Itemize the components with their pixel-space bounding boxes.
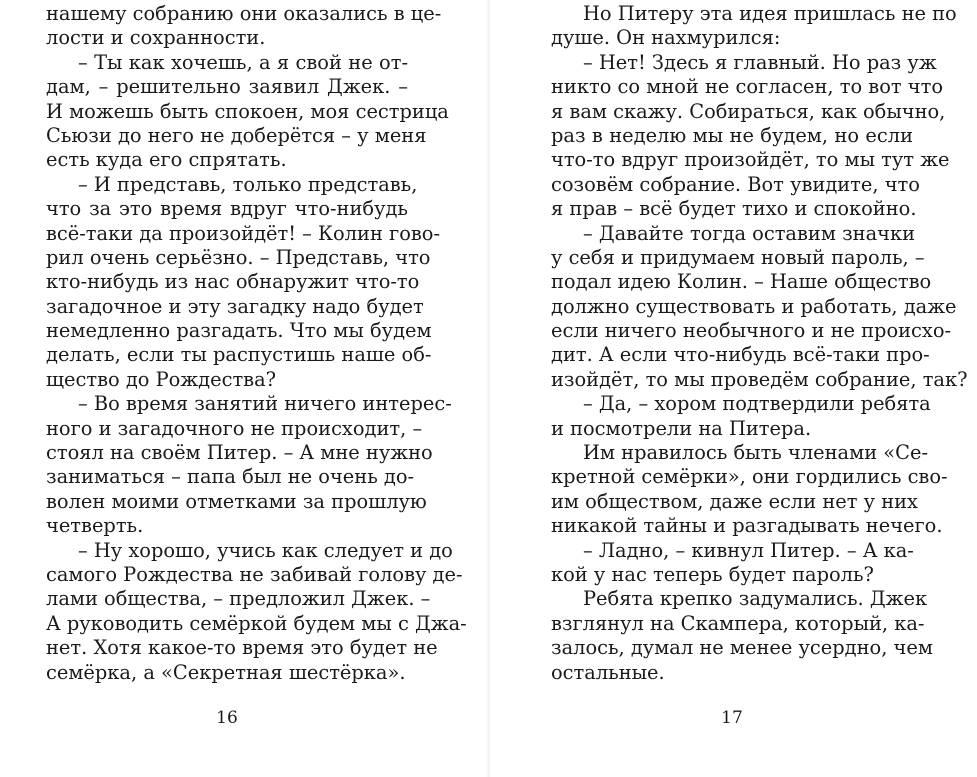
text-line: – Ладно, – кивнул Питер. – А ка- (583, 538, 914, 562)
text-line: залось, думал не менее усердно, чем (551, 636, 933, 660)
page-gutter (486, 0, 491, 777)
text-line: подал идею Колин. – Наше общество (551, 270, 932, 294)
text-line: – Во время занятий ничего интерес- (78, 392, 452, 416)
text-line: щество до Рождества? (46, 367, 277, 391)
text-line: А руководить семёркой будем мы с Джа- (46, 611, 467, 635)
text-line: – И представь, только представь, (78, 172, 418, 196)
text-line: загадочное и эту загадку надо будет (46, 294, 424, 318)
left-page-text (46, 0, 467, 685)
text-line: стоял на своём Питер. – А мне нужно (46, 441, 433, 465)
text-line: нет. Хотя какое-то время это будет не (46, 636, 438, 660)
text-line: раз в неделю мы не будем, но если (551, 123, 913, 147)
text-line: самого Рождества не забивай голову де- (46, 562, 463, 586)
text-line: я вам скажу. Собираться, как обычно, (551, 99, 946, 123)
right-page-text (551, 0, 968, 685)
text-line: – Да, – хором подтвердили ребята (583, 392, 931, 416)
text-line: – Давайте тогда оставим значки (583, 221, 916, 245)
text-line: кой у нас теперь будет пароль? (551, 562, 874, 586)
text-line: заниматься – папа был не очень до- (46, 465, 415, 489)
text-line: Но Питеру эта идея пришлась не по (583, 2, 957, 25)
right-page (551, 0, 968, 728)
right-page-number: 17 (721, 708, 743, 728)
text-line: у себя и придумаем новый пароль, – (551, 245, 925, 269)
text-line: кто-нибудь из нас обнаружит что-то (46, 270, 420, 294)
text-line: волен моими отметками за прошлую (46, 489, 427, 513)
text-line: остальные. (551, 660, 665, 684)
text-line: дам, – решительно заявил Джек. – (46, 75, 408, 99)
text-line: нашему собранию они оказались в це- (46, 2, 442, 25)
text-line: Сьюзи до него не доберётся – у меня (46, 123, 427, 147)
text-line: лости и сохранности. (46, 26, 266, 50)
text-line: дит. А если что-нибудь всё-таки про- (551, 343, 930, 367)
text-line: немедленно разгадать. Что мы будем (46, 319, 432, 343)
text-line: всё-таки да произойдёт! – Колин гово- (46, 221, 441, 245)
text-line: душе. Он нахмурился: (551, 26, 781, 50)
text-line: никто со мной не согласен, то вот что (551, 75, 943, 99)
text-line: делать, если ты распустишь наше об- (46, 343, 432, 367)
text-line: и посмотрели на Питера. (551, 416, 812, 440)
text-line: – Ты как хочешь, а я свой не от- (78, 50, 408, 74)
text-line: изойдёт, то мы проведём собрание, так? (551, 367, 968, 391)
text-line: должно существовать и работать, даже (551, 294, 957, 318)
text-line: если ничего необычного и не происхо- (551, 319, 952, 343)
text-line: И можешь быть спокоен, моя сестрица (46, 99, 449, 123)
text-line: взглянул на Скампера, который, ка- (551, 611, 925, 635)
text-line: – Нет! Здесь я главный. Но раз уж (583, 50, 937, 74)
text-line: я прав – всё будет тихо и спокойно. (551, 197, 917, 221)
text-line: есть куда его спрятать. (46, 148, 287, 172)
left-page-number: 16 (216, 708, 238, 728)
text-line: что-то вдруг произойдёт, то мы тут же (551, 148, 950, 172)
text-line: ного и загадочного не происходит, – (46, 416, 423, 440)
text-line: семёрка, а «Секретная шестёрка». (46, 660, 406, 684)
text-line: созовём собрание. Вот увидите, что (551, 172, 920, 196)
text-line: – Ну хорошо, учись как следует и до (78, 538, 453, 562)
text-line: никакой тайны и разгадывать нечего. (551, 514, 943, 538)
text-line: лами общества, – предложил Джек. – (46, 587, 431, 611)
text-line: Им нравилось быть членами «Се- (583, 441, 929, 465)
text-line: кретной семёрки», они гордились сво- (551, 465, 948, 489)
text-line: четверть. (46, 514, 144, 538)
text-line: Ребята крепко задумались. Джек (583, 587, 928, 611)
text-line: что за это время вдруг что-нибудь (46, 197, 408, 221)
left-page (46, 0, 467, 728)
text-line: рил очень серьёзно. – Представь, что (46, 245, 431, 269)
text-line: им обществом, даже если нет у них (551, 489, 918, 513)
